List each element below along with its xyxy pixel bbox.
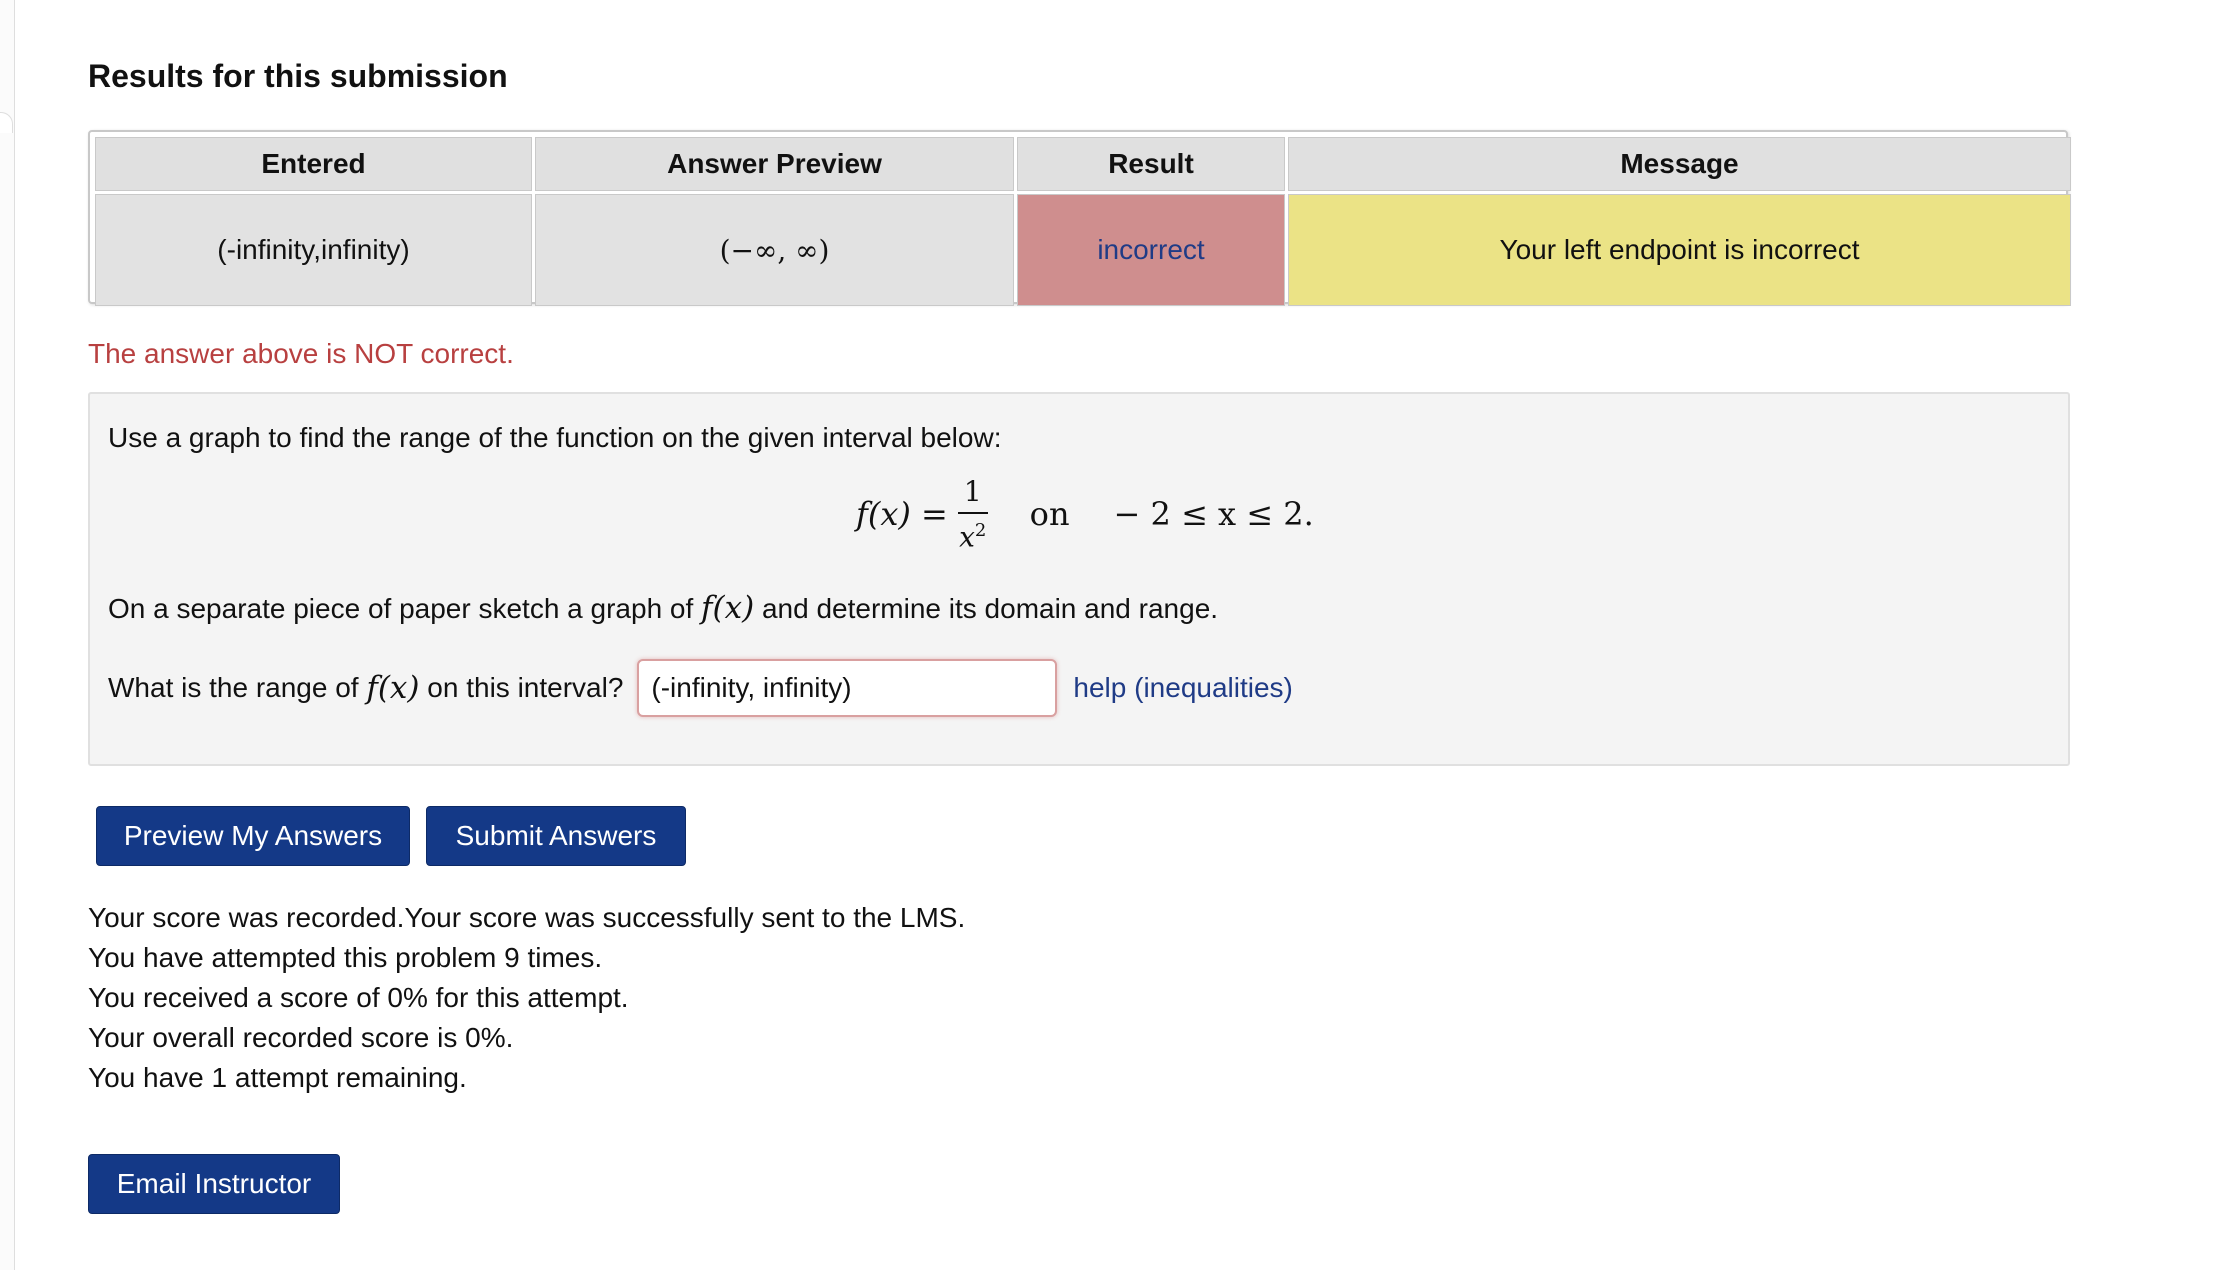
results-header-row <box>95 137 2071 191</box>
email-instructor-button[interactable]: Email Instructor <box>88 1154 340 1214</box>
problem-box <box>88 392 2070 766</box>
formula-numerator: 1 <box>958 474 988 514</box>
message-cell: Your left endpoint is incorrect <box>1288 194 2071 306</box>
answer-preview-cell: (−∞, ∞) <box>535 194 1014 306</box>
submit-answers-button[interactable]: Submit Answers <box>426 806 686 866</box>
formula-fraction <box>958 474 988 554</box>
help-inequalities-link[interactable]: help (inequalities) <box>1073 672 1293 703</box>
function-formula <box>856 474 1314 554</box>
formula-denominator <box>959 514 986 554</box>
left-sidebar-edge <box>0 0 15 1270</box>
column-header-answer-preview: Answer Preview <box>535 137 1014 191</box>
range-math: f(x) <box>366 670 420 706</box>
results-table <box>92 134 2074 309</box>
results-heading: Results for this submission <box>88 58 508 94</box>
sketch-instruction <box>108 588 1218 629</box>
score-line-attempts: You have attempted this problem 9 times. <box>88 942 603 973</box>
not-correct-notice: The answer above is NOT correct. <box>88 338 514 369</box>
score-summary <box>88 898 965 1098</box>
problem-prompt: Use a graph to find the range of the function on the given interval below: <box>108 422 1002 453</box>
column-header-entered: Entered <box>95 137 532 191</box>
formula-on-word: on <box>1029 495 1070 533</box>
score-line-this-attempt: You received a score of 0% for this attempt. <box>88 982 629 1013</box>
column-header-result: Result <box>1017 137 1285 191</box>
formula-denominator-base: x <box>959 520 975 554</box>
score-line-overall: Your overall recorded score is 0%. <box>88 1022 514 1053</box>
sketch-text-after: and determine its domain and range. <box>761 593 1219 624</box>
range-question <box>108 658 1293 718</box>
formula-denominator-exponent: 2 <box>974 519 987 541</box>
formula-interval: − 2 ≤ x ≤ 2. <box>1113 495 1314 533</box>
score-line-recorded: Your score was recorded.Your score was successfully sent to the LMS. <box>88 902 966 933</box>
formula-lhs: f(x) = <box>856 495 948 533</box>
result-cell: incorrect <box>1017 194 1285 306</box>
sketch-math: f(x) <box>701 590 755 626</box>
results-row <box>95 194 2071 306</box>
range-text-after: on this interval? <box>427 672 624 703</box>
score-line-remaining: You have 1 attempt remaining. <box>88 1062 467 1093</box>
preview-my-answers-button[interactable]: Preview My Answers <box>96 806 410 866</box>
sketch-text-before: On a separate piece of paper sketch a graph of <box>108 593 694 624</box>
entered-cell: (-infinity,infinity) <box>95 194 532 306</box>
range-text-before: What is the range of <box>108 672 359 703</box>
range-answer-input[interactable] <box>637 659 1057 717</box>
column-header-message: Message <box>1288 137 2071 191</box>
results-table-container <box>88 130 2068 304</box>
